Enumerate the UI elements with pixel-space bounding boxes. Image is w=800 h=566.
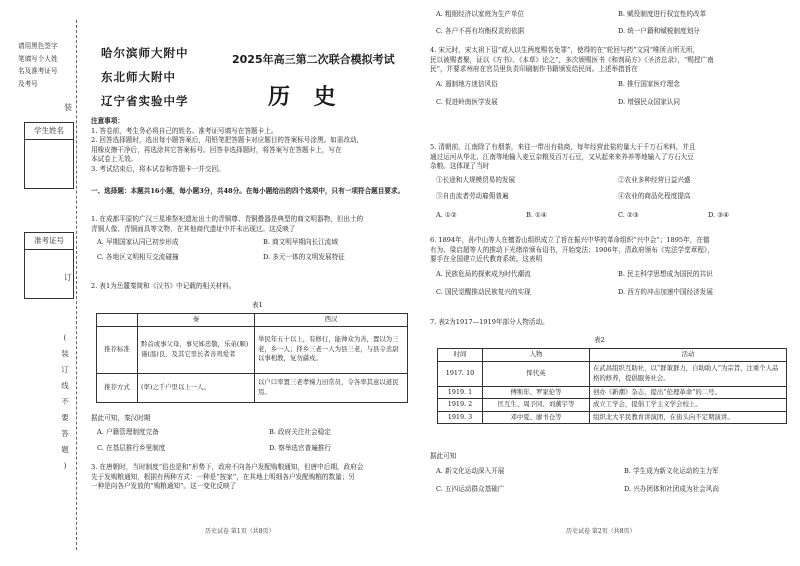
q1-option-d[interactable]: D. 多元一体的文明发展特征 xyxy=(263,253,345,262)
q5-statement-2: ②农业多种经营日益兴盛 xyxy=(618,175,691,184)
table-1-caption: 表1 xyxy=(252,301,263,309)
question-7-options xyxy=(436,465,796,505)
q4-option-d[interactable]: D. 增强民众国家认同 xyxy=(618,97,680,106)
q2-option-b[interactable]: B. 政府关注社会稳定 xyxy=(269,428,331,436)
question-5 xyxy=(430,143,790,230)
table-1 xyxy=(96,313,408,403)
table-row xyxy=(438,361,787,386)
q1-option-c[interactable]: C. 各地区文明相互交流碰撞 xyxy=(97,253,179,262)
table-cell: 1917. 10 xyxy=(438,361,483,386)
table-2-header: 时间 xyxy=(438,349,483,362)
table-row xyxy=(438,386,787,399)
instruction-item: 用橡皮擦干净后，再选涂其它答案标号。回答非选择题时，将答案写在答题卡上，写在 xyxy=(91,145,342,154)
question-7-stem: 据此可知 xyxy=(430,452,457,460)
exam-id-box[interactable] xyxy=(24,232,74,299)
question-text: 民以被赐者聚，证以《方书》、《本草》论之”，多次颁赐医书《和剂局方》《圣济总录》，“赐授广南 xyxy=(430,55,714,64)
q4-option-c[interactable]: C. 促进岭南医学发展 xyxy=(436,97,498,106)
q3-options xyxy=(430,8,790,40)
q7-option-c[interactable]: C. 五四运动群众基础广 xyxy=(436,485,505,493)
q6-option-d[interactable]: D. 西方的冲击加速中国经济发展 xyxy=(618,287,713,296)
instructions-heading: 注意事项： xyxy=(91,117,124,125)
question-text: 青铜人像、青铜面具等文物，在其他商代遗址中并未出现过。这反映了 xyxy=(91,224,296,233)
question-7-intro: 7. 表2为1917—1919年部分人物活动。 xyxy=(430,318,549,326)
q3-option-d[interactable]: D. 统一户籍和赋税制度划分 xyxy=(618,27,700,35)
question-text: 有为、梁启超等人的推动下光绪帝颁布诏书，开始变法；1906年，清政府颁布《宪法学堂章程》， xyxy=(430,245,714,254)
table-row xyxy=(438,411,787,424)
question-text: 3. 在唐朝时，当时制度“俗也是和”形势下，政府不向各户发配购粮通知，但唐中后期，政府会 xyxy=(91,463,364,471)
question-text: 4. 宋元时，宋太祖下诏“或人以生两度赐名免罪”，使得的在“轮回与药”文同“唯所言所无所， xyxy=(430,46,700,54)
q4-option-a[interactable]: A. 遏制地方迷信风俗 xyxy=(436,79,498,88)
q5-option-b[interactable]: B. ①④ xyxy=(526,210,547,219)
instruction-item: 本试卷上无效。 xyxy=(91,155,138,164)
table-2-header: 活动 xyxy=(590,349,787,362)
question-text: 6. 1894年，孙中山等人在檀香山组织成立了旨在振兴中华的革命组织“兴中会”；1895年，在德 xyxy=(430,236,710,244)
table-cell: 1919. 3 xyxy=(438,411,483,424)
table-row xyxy=(97,326,408,373)
q1-option-a[interactable]: A. 早期国家认同已初步形成 xyxy=(97,238,179,247)
instruction-item: 1. 答卷前，考生务必将自己的姓名、准考证号填写在答题卡上。 xyxy=(91,126,278,135)
question-3 xyxy=(91,463,363,492)
table-cell: 匡互生、周予同、刘薰宇等 xyxy=(483,399,590,412)
table-cell: 恽代英 xyxy=(483,361,590,386)
table-cell: 傅斯年、罗家伦等 xyxy=(483,386,590,399)
question-2-stem: 据此可知，秦汉时期 xyxy=(91,414,151,422)
question-text: 5. 清朝前，江南除了有烟茶，来往一带出有盐商，每年经营此盐的量大于千万石米料，并且 xyxy=(430,143,696,151)
binding-mark-ding: 订 xyxy=(64,273,72,282)
table-2-caption: 表2 xyxy=(594,336,605,344)
table-cell: 在武昌组织互助社，以“群策群力，自助助人”为宗旨，注重个人品格的修养，提倡服务社会。 xyxy=(590,361,787,386)
table-1-header: 秦 xyxy=(138,314,255,327)
q4-option-b[interactable]: B. 推行国家医疗理念 xyxy=(618,79,680,88)
q5-statement-1: ①长途和大规模贸易的发展 xyxy=(436,175,516,184)
table-cell: 推荐方式 xyxy=(97,373,138,402)
q6-option-c[interactable]: C. 国民觉醒推动民族复兴的实现 xyxy=(436,287,531,296)
question-text: 通过运河从华北、江南等地输入麦豆杂粮及百万石豆，又从起来来养养等地输入了方石大豆 xyxy=(430,152,694,161)
school-name-3: 辽宁省实验中学 xyxy=(101,94,189,108)
q7-option-b[interactable]: B. 学生成为新文化运动的主力军 xyxy=(624,467,719,475)
table-row xyxy=(97,373,408,402)
page-footer-left: 历史试卷 第1页（共8页） xyxy=(205,528,275,535)
q5-option-c[interactable]: C. ②③ xyxy=(618,210,639,219)
q5-statement-4: ④农业的商品化程度提高 xyxy=(618,191,691,200)
binding-mark-zhuang: 装 xyxy=(64,103,72,112)
student-name-field[interactable] xyxy=(25,140,73,188)
question-text: 先于发购粮通知，根据有两种方式：一种是“按家”，在其地上明细各户发配购粮的数量；另 xyxy=(91,472,355,481)
section-1-heading: 一、选择题：本题共16小题，每小题3分，共48分。在每小题给出的四个选项中，只有一项符合题目要求。 xyxy=(91,187,405,195)
table-2 xyxy=(437,348,787,424)
q3-option-c[interactable]: C. 各户不再有均衡权责的依据 xyxy=(436,27,525,35)
binding-line xyxy=(76,20,77,550)
table-2-header: 人物 xyxy=(483,349,590,362)
table-cell: 举民年五十以上，有修行，能帅众为善，置以为三老，乡一人；择乡三老一人为县三老，与县令丞尉以事相教，复勿繇戍。 xyxy=(255,326,408,373)
question-2-options xyxy=(97,428,417,460)
answer-notice: 请用黑色签字笔填写个人姓名及准考证号及考号 xyxy=(18,42,58,88)
table-cell: 成立工学会，提倡工学主义学会校上。 xyxy=(590,399,787,412)
instruction-item: 2. 回答选择题时，选出每小题答案后，用铅笔把答题卡对应题目的答案标号涂黑。如需改动， xyxy=(91,136,364,145)
question-text: 1. 在成都平原的广汉三星堆祭祀遗址出土的青铜尊、青铜罍器是典型的商文明器物，但出土的 xyxy=(91,215,364,223)
table-cell: 创办《新潮》杂志，提出“伦理革命”的二号。 xyxy=(590,386,787,399)
question-text: 要手在全国建立近代教育系统。这表明 xyxy=(430,255,543,264)
q5-statement-3: ③自由流者劳动雇佣普遍 xyxy=(436,191,509,200)
no-answer-warning: ( 装 订 线 不 要 答 题 ) xyxy=(61,333,69,470)
exam-title: 2025年高三第二次联合模拟考试 xyxy=(232,53,395,66)
instructions xyxy=(91,117,363,175)
q2-option-d[interactable]: D. 察举选官普遍推行 xyxy=(269,444,331,452)
question-4 xyxy=(430,46,790,115)
table-cell: 组织北大平民教育讲演团，在街头向不定期演讲。 xyxy=(590,411,787,424)
q5-option-d[interactable]: D. ③④ xyxy=(708,210,730,219)
q6-option-a[interactable]: A. 民族危局的探索成为时代潮流 xyxy=(436,269,531,278)
student-name-box[interactable] xyxy=(24,122,74,189)
school-name-1: 哈尔滨师大附中 xyxy=(101,46,189,60)
table-cell: 推荐标准 xyxy=(97,326,138,373)
table-1-header: 西汉 xyxy=(255,314,408,327)
q6-option-b[interactable]: B. 民主科学思想成为国民的共识 xyxy=(618,269,713,278)
question-1 xyxy=(91,215,363,266)
table-cell: 邓中夏、廖书仓等 xyxy=(483,411,590,424)
table-cell: 1919. 1 xyxy=(438,386,483,399)
q7-option-d[interactable]: D. 兴办团体和社团成为社会风尚 xyxy=(624,485,719,493)
question-2-intro: 2. 表1为岳麓秦简和《汉书》中记载的相关材料。 xyxy=(91,282,236,290)
q5-option-a[interactable]: A. ①② xyxy=(436,210,457,219)
page-footer-right: 历史试卷 第2页（共8页） xyxy=(566,528,636,535)
table-cell: 黔首或事父母，事兄姊忠敬，乐弟(顺)谨(温)良，及其它里长者善鸡爱者 xyxy=(138,326,255,373)
q2-option-a[interactable]: A. 户籍管理制度完备 xyxy=(97,428,159,436)
question-text: 一种是向各户发放的“购粮通知”。这一变化反映了 xyxy=(91,482,237,491)
question-text: 民”，并要求州府在官员里负责印刷制作书籍颁发给民间。上述举措旨在 xyxy=(430,65,638,74)
question-text: 杂粮。这体现了当时 xyxy=(430,162,490,171)
subject-title: 历 史 xyxy=(268,84,344,110)
exam-id-label: 准考证号 xyxy=(25,233,73,250)
question-6 xyxy=(430,236,790,305)
school-name-2: 东北师大附中 xyxy=(101,70,176,84)
q3-option-a[interactable]: A. 粗细经济以家庭为生产单位 xyxy=(436,10,525,18)
table-cell: 1919. 2 xyxy=(438,399,483,412)
q1-option-b[interactable]: B. 商文明早期向长江流域 xyxy=(263,238,338,247)
q7-option-a[interactable]: A. 新文化运动深入开展 xyxy=(436,467,505,475)
student-name-label: 学生姓名 xyxy=(25,123,73,140)
table-cell: (率)之千户里以上一人。 xyxy=(138,373,255,402)
table-cell: 以户口率置三老孝悌力田常员，令各率其意以道民焉。 xyxy=(255,373,408,402)
q3-option-b[interactable]: B. 赋役制度进行权宜性的改革 xyxy=(618,10,707,18)
instruction-item: 3. 考试结束后，将本试卷和答题卡一并交回。 xyxy=(91,164,225,173)
q2-option-c[interactable]: C. 在基层推行乡里制度 xyxy=(97,444,166,452)
table-row xyxy=(438,399,787,412)
table-1-header xyxy=(97,314,138,327)
